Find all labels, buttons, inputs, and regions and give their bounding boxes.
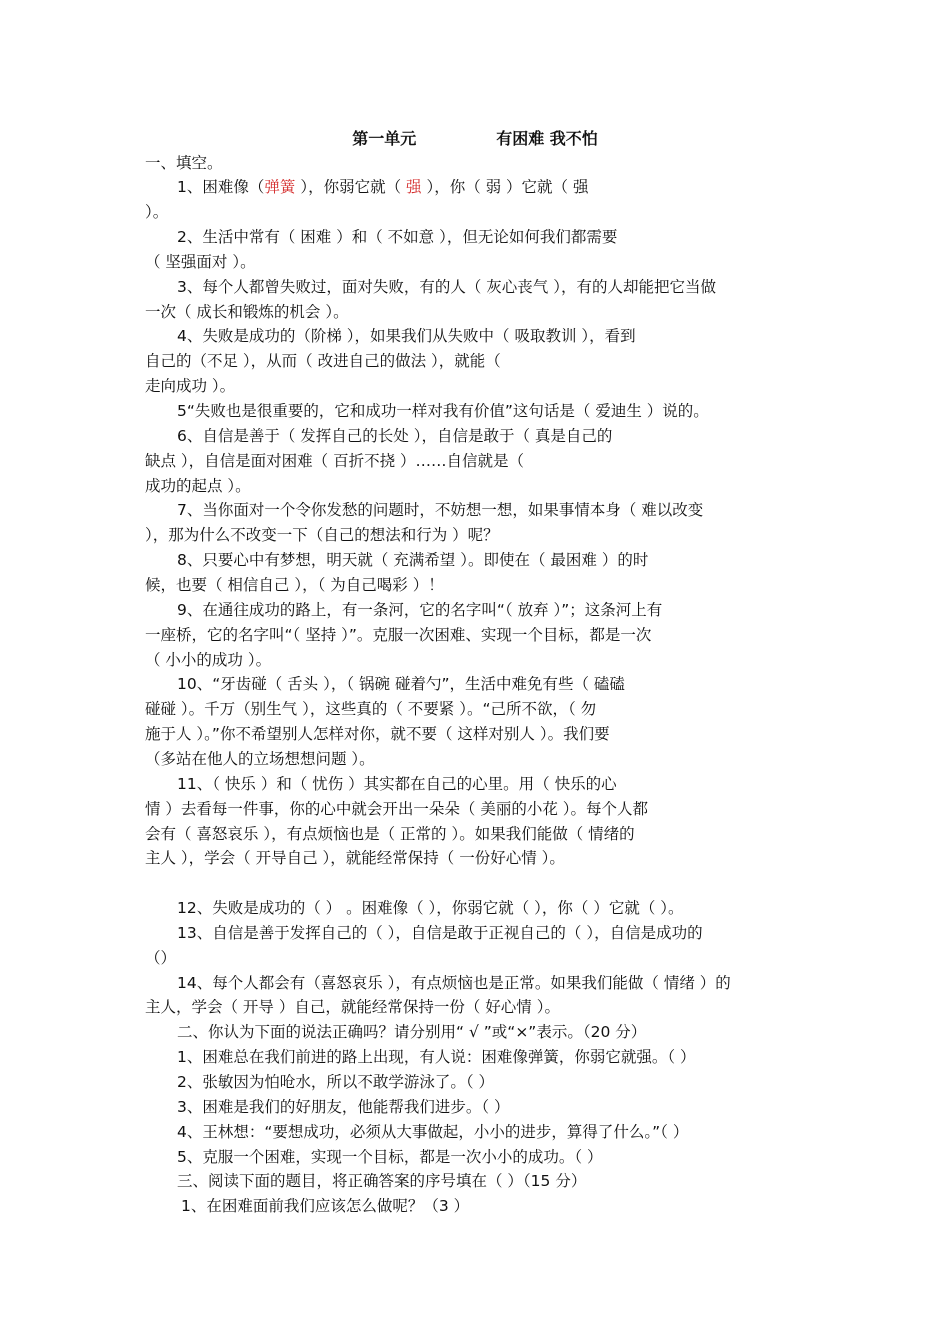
- fill-line-7: 4、失败是成功的（阶梯 ），如果我们从失败中（ 吸取教训 ），看到: [177, 327, 636, 345]
- fill-line-2: ）。: [145, 203, 169, 221]
- fill-line-13: 成功的起点 ）。: [145, 477, 251, 495]
- page-title: [0, 128, 950, 150]
- fill-line-1: 1、困难像（弹簧 ），你弱它就（ 强 ），你（ 弱 ）它就（ 强: [177, 178, 589, 196]
- fill-line-6: 一次（ 成长和锻炼的机会 ）。: [145, 303, 349, 321]
- fill-line-10: 5“失败也是很重要的，它和成功一样对我有价值”这句话是（ 爱迪生 ）说的。: [177, 402, 709, 420]
- fill-line-16: 8、只要心中有梦想，明天就（ 充满希望 ）。即使在（ 最困难 ）的时: [177, 551, 649, 569]
- fill-line-20: （ 小小的成功 ）。: [145, 651, 272, 669]
- fill-line-4: （ 坚强面对 ）。: [145, 253, 256, 271]
- section3-heading: 三、阅读下面的题目，将正确答案的序号填在（ ）（15 分）: [177, 1172, 587, 1190]
- fill-line-8: 自己的（不足 ），从而（ 改进自己的做法 ），就能（: [145, 352, 501, 370]
- fill-line-5: 3、每个人都曾失败过，面对失败，有的人（ 灰心丧气 ），有的人却能把它当做: [177, 278, 716, 296]
- unit-label: 第一单元: [352, 129, 417, 148]
- unit-topic: 有困难 我不怕: [496, 129, 598, 148]
- fill-line-30: 13、自信是善于发挥自己的（ ），自信是敢于正视自己的（ ），自信是成功的: [177, 924, 703, 942]
- judge-item-4: 4、王林想：“要想成功，必须从大事做起，小小的进步，算得了什么。”（ ）: [177, 1123, 689, 1141]
- fill-line-32: 14、每个人都会有（喜怒哀乐 ），有点烦恼也是正常。如果我们能做（ 情绪 ）的: [177, 974, 731, 992]
- fill-line-29: 12、失败是成功的（ ） 。困难像（ ），你弱它就（ ），你（ ）它就（ ）。: [177, 899, 684, 917]
- fill-line-19: 一座桥，它的名字叫“（ 坚持 ）”。克服一次困难、实现一个目标，都是一次: [145, 626, 652, 644]
- fill-line-12: 缺点 ），自信是面对困难（ 百折不挠 ）……自信就是（: [145, 452, 525, 470]
- answer-strong: 强: [406, 178, 422, 196]
- fill-line-3: 2、生活中常有（ 困难 ）和（ 不如意 ），但无论如何我们都需要: [177, 228, 618, 246]
- section1-heading: 一、填空。: [145, 154, 223, 172]
- fill-line-9: 走向成功 ）。: [145, 377, 236, 395]
- judge-item-3: 3、困难是我们的好朋友，他能帮我们进步。（ ）: [177, 1098, 510, 1116]
- reading-question-1: 1、在困难面前我们应该怎么做呢？（3 ）: [181, 1197, 470, 1215]
- fill-line-26: 情 ）去看每一件事，你的心中就会开出一朵朵（ 美丽的小花 ）。每个人都: [145, 800, 649, 818]
- fill-line-22: 碰碰 ）。千万（别生气 ），这些真的（ 不要紧 ）。“己所不欲，（ 勿: [145, 700, 597, 718]
- fill-line-25: 11、（ 快乐 ）和（ 忧伤 ）其实都在自己的心里。用（ 快乐的心: [177, 775, 617, 793]
- judge-item-1: 1、困难总在我们前进的路上出现，有人说：困难像弹簧，你弱它就强。（ ）: [177, 1048, 696, 1066]
- fill-line-15: ），那为什么不改变一下（自己的想法和行为 ）呢？: [145, 526, 499, 544]
- judge-item-2: 2、张敏因为怕呛水，所以不敢学游泳了。（ ）: [177, 1073, 495, 1091]
- fill-line-14: 7、当你面对一个令你发愁的问题时，不妨想一想，如果事情本身（ 难以改变: [177, 501, 704, 519]
- fill-line-17: 候，也要（ 相信自己 ），（ 为自己喝彩 ）！: [145, 576, 444, 594]
- fill-line-33: 主人，学会（ 开导 ）自己，就能经常保持一份（ 好心情 ）。: [145, 998, 560, 1016]
- section2-heading: 二、你认为下面的说法正确吗？请分别用“ √ ”或“×”表示。（20 分）: [177, 1023, 647, 1041]
- fill-line-11: 6、自信是善于（ 发挥自己的长处 ），自信是敢于（ 真是自己的: [177, 427, 613, 445]
- judge-item-5: 5、克服一个困难，实现一个目标，都是一次小小的成功。（ ）: [177, 1148, 603, 1166]
- fill-line-27: 会有（ 喜怒哀乐 ），有点烦恼也是（ 正常的 ）。如果我们能做（ 情绪的: [145, 825, 635, 843]
- fill-line-24: （多站在他人的立场想想问题 ）。: [145, 750, 375, 768]
- fill-line-18: 9、在通往成功的路上，有一条河，它的名字叫“（ 放弃 ）”；这条河上有: [177, 601, 663, 619]
- fill-line-21: 10、“牙齿碰（ 舌头 ），（ 锅碗 碰着勺”，生活中难免有些（ 磕磕: [177, 675, 625, 693]
- fill-line-31: （）: [145, 949, 177, 967]
- fill-line-23: 施于人 ）。”你不希望别人怎样对你，就不要（ 这样对别人 ）。我们要: [145, 725, 610, 743]
- fill-line-28: 主人 ），学会（ 开导自己 ），就能经常保持（ 一份好心情 ）。: [145, 849, 565, 867]
- answer-spring: 弹簧: [264, 178, 296, 196]
